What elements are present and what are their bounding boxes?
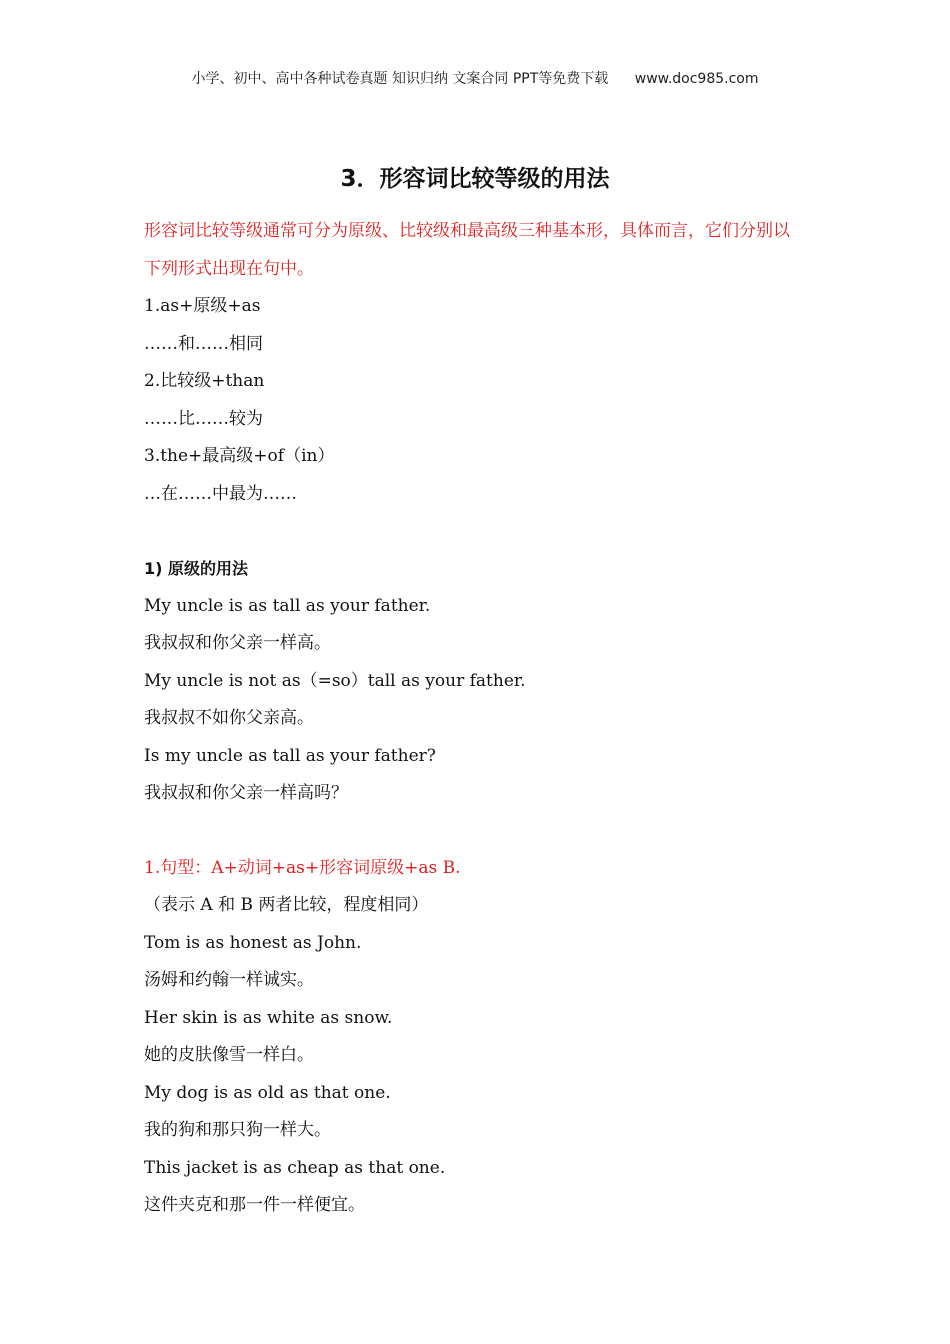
header-site: www.doc985.com <box>634 71 759 87</box>
example-zh: 我叔叔和你父亲一样高吗？ <box>144 783 348 803</box>
intro-paragraph: 形容词比较等级通常可分为原级、比较级和最高级三种基本形，具体而言，它们分别以下列形式出现在句中。 <box>144 221 790 279</box>
example-en: My uncle is as tall as your father. <box>144 595 431 616</box>
example-en: Her skin is as white as snow. <box>144 1007 393 1028</box>
header-text: 小学、初中、高中各种试卷真题 知识归纳 文案合同 PPT等免费下载 <box>191 71 609 87</box>
example-en: This jacket is as cheap as that one. <box>144 1157 446 1178</box>
example-zh: 我叔叔不如你父亲高。 <box>144 708 314 728</box>
section-heading: 1) 原级的用法 <box>144 559 249 578</box>
example-zh: 她的皮肤像雪一样白。 <box>144 1045 314 1065</box>
page-header <box>0 68 950 88</box>
example-zh: 我的狗和那只狗一样大。 <box>144 1120 331 1140</box>
example-zh: 汤姆和约翰一样诚实。 <box>144 970 314 990</box>
spacer <box>144 813 804 850</box>
form-meaning: ……比……较为 <box>144 408 263 429</box>
pattern-note: （表示 A 和 B 两者比较，程度相同） <box>144 895 429 915</box>
form-meaning: …在……中最为…… <box>144 483 297 504</box>
example-en: Is my uncle as tall as your father? <box>144 745 436 766</box>
form-pattern: 1.as+原级+as <box>144 296 261 316</box>
page-title: 3．形容词比较等级的用法 <box>340 166 610 192</box>
form-pattern: 2.比较级+than <box>144 371 265 391</box>
form-meaning: ……和……相同 <box>144 333 263 354</box>
example-zh: 我叔叔和你父亲一样高。 <box>144 633 331 653</box>
form-pattern: 3.the+最高级+of（in） <box>144 446 335 466</box>
example-en: Tom is as honest as John. <box>144 932 362 953</box>
pattern-heading: 1.句型：A+动词+as+形容词原级+as B. <box>144 857 461 878</box>
example-en: My dog is as old as that one. <box>144 1082 391 1103</box>
example-zh: 这件夹克和那一件一样便宜。 <box>144 1195 365 1215</box>
document-body <box>144 213 804 1225</box>
spacer <box>144 513 804 550</box>
example-en: My uncle is not as（=so）tall as your father. <box>144 670 526 691</box>
